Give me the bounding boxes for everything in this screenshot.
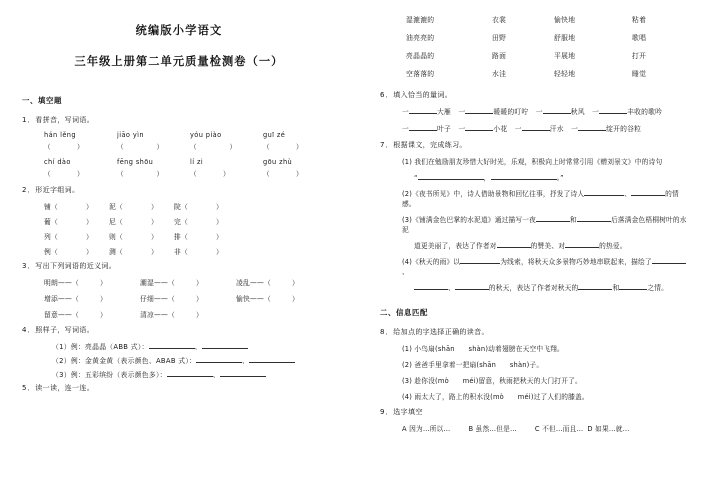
option-c[interactable]: C 不但…而且… (534, 425, 584, 433)
question-4-number: 4． (22, 326, 36, 334)
match-col4-item[interactable]: 打开 (632, 52, 647, 60)
quantifier-row (380, 123, 692, 133)
question-1-number: 1． (22, 116, 36, 124)
match-col2-item[interactable]: 水洼 (492, 70, 507, 78)
match-col1-item[interactable]: 油亮亮的 (406, 34, 435, 42)
answer-blank[interactable] (409, 130, 437, 131)
question-7-item-4-mid: 为线索，将秋天众多景物巧妙地串联起来，描绘了 (500, 258, 652, 266)
match-col4-item[interactable]: 粘着 (632, 16, 647, 24)
synonym-cell[interactable]: 潮湿——（ ） (140, 279, 203, 287)
answer-blank[interactable] (578, 130, 606, 131)
question-6-text: 填入恰当的量词。 (393, 91, 453, 99)
quantifier-noun: 叶子 (437, 125, 451, 133)
answer-bracket[interactable]: （ ） (117, 170, 164, 178)
answer-blank[interactable] (220, 376, 266, 377)
exam-title: 三年级上册第二单元质量检测卷（一） (74, 55, 284, 68)
question-9-number: 9． (380, 408, 394, 416)
answer-blank[interactable] (196, 362, 242, 363)
answer-blank[interactable] (167, 376, 213, 377)
question-7-item-1-blanks (380, 172, 692, 182)
match-col1-item[interactable]: 亮晶晶的 (406, 52, 435, 60)
char-row (44, 246, 336, 256)
option-d[interactable]: D 如果…就… (587, 425, 630, 433)
question-7-item-4-cont (380, 282, 692, 292)
match-col3-item[interactable]: 轻轻地 (554, 70, 576, 78)
char-cell[interactable]: 院（ ） (174, 203, 223, 211)
answer-blank[interactable] (455, 289, 489, 290)
quantifier-prefix: 一 (458, 125, 466, 133)
answer-blank[interactable] (578, 289, 612, 290)
question-5-text: 读一读，连一连。 (35, 384, 95, 392)
question-4-item-label: （3）例：五彩缤纷（表示颜色多）： (52, 371, 167, 379)
char-row (44, 231, 336, 241)
answer-bracket-row (44, 141, 336, 151)
pinyin-cell: gōu zhù (263, 158, 293, 166)
char-cell[interactable]: 尼（ ） (109, 218, 158, 226)
answer-blank[interactable] (652, 263, 686, 264)
question-4-item: （3）例：五彩缤纷（表示颜色多）： 、 (22, 369, 336, 379)
match-col1-item[interactable]: 空落落的 (406, 70, 435, 78)
question-7-item-3-end: 的热爱。 (599, 242, 627, 250)
question-7-number: 7． (380, 141, 394, 149)
conjunction: 和 (570, 216, 577, 224)
answer-blank[interactable] (599, 113, 627, 114)
question-2-grid (22, 201, 336, 256)
question-8-item[interactable]: (1) 小鸟扇(shān shàn)动着翅膀在天空中飞翔。 (402, 345, 564, 353)
question-4-item-label: （1）例：亮晶晶（ABB 式）： (52, 343, 149, 351)
match-col2-item[interactable]: 路面 (492, 52, 507, 60)
answer-blank[interactable] (414, 289, 448, 290)
char-cell[interactable]: 测（ ） (109, 248, 158, 256)
answer-blank[interactable] (536, 221, 570, 222)
pinyin-cell: guī zé (263, 131, 286, 139)
quantifier-item (571, 125, 641, 133)
pinyin-row (44, 158, 336, 166)
match-col4-item[interactable]: 睡觉 (632, 70, 647, 78)
answer-blank[interactable] (149, 348, 195, 349)
answer-blank[interactable] (565, 247, 599, 248)
question-7-item-2-text: (2)《夜书所见》中，诗人借助景物和回忆往事，抒发了诗人 (402, 190, 585, 198)
match-col3-item[interactable]: 舒服地 (554, 34, 576, 42)
quantifier-noun: 暖暖的叮咛 (493, 108, 529, 116)
quantifier-prefix: 一 (592, 108, 600, 116)
question-8-item[interactable]: (4) 雨太大了，路上的积水没(mò méi)过了人们的膝盖。 (402, 393, 589, 401)
separator: 、 (402, 268, 409, 276)
char-row (44, 216, 336, 226)
question-3-prompt (22, 261, 336, 271)
quantifier-prefix: 一 (402, 108, 409, 116)
separator: 、 (448, 284, 455, 292)
synonym-cell[interactable]: 清凉——（ ） (140, 311, 203, 319)
synonym-row (44, 309, 336, 319)
question-4-item-label: （2）例：金黄金黄（表示颜色、ABAB 式）： (52, 357, 197, 365)
right-column (354, 0, 708, 500)
question-8-number: 8． (380, 328, 394, 336)
answer-bracket[interactable]: （ ） (117, 143, 164, 151)
question-7-item-4-text: (4)《秋天的雨》以 (402, 258, 461, 266)
quote-open: “ (414, 174, 418, 182)
quantifier-prefix: 一 (514, 125, 522, 133)
matching-row (406, 14, 692, 24)
match-col2-item[interactable]: 田野 (492, 34, 507, 42)
question-1-prompt (22, 115, 336, 125)
page-title (22, 22, 336, 69)
quantifier-item (402, 125, 451, 133)
question-7-item-2-tail: 的情感。 (402, 190, 679, 208)
answer-bracket[interactable]: （ ） (263, 143, 303, 151)
char-row (44, 201, 336, 211)
question-5-matching-table (380, 14, 692, 78)
quantifier-prefix: 一 (402, 125, 409, 133)
answer-bracket[interactable]: （ ） (44, 143, 84, 151)
answer-blank[interactable] (418, 179, 484, 180)
answer-blank[interactable] (497, 247, 531, 248)
separator: 、 (624, 190, 632, 198)
question-7-item-3-mid: 的赞美、对 (530, 242, 566, 250)
matching-row (406, 68, 692, 78)
question-2-number: 2． (22, 186, 36, 194)
question-3-grid (22, 277, 336, 319)
synonym-cell[interactable]: 留意——（ ） (44, 311, 107, 319)
synonym-cell[interactable]: 仔细——（ ） (140, 295, 203, 303)
question-3-number: 3． (22, 262, 36, 270)
question-9-options (380, 423, 692, 433)
question-7-item-4-end: 之情。 (647, 284, 668, 292)
question-7-prompt (380, 140, 692, 150)
conjunction: 和 (612, 284, 620, 292)
match-col3-item[interactable]: 平展地 (554, 52, 576, 60)
char-cell[interactable]: 非（ ） (174, 248, 223, 256)
quantifier-noun: 小花 (493, 125, 508, 133)
question-1-text: 看拼音，写词语。 (35, 116, 95, 124)
answer-blank[interactable] (522, 130, 550, 131)
quote-close: 。” (556, 174, 564, 182)
question-4-item: （2）例：金黄金黄（表示颜色、ABAB 式）： 、 (22, 355, 336, 365)
question-2-prompt (22, 185, 336, 195)
question-7-item-3-cont-text: 道更美丽了，表达了作者对 (414, 242, 497, 250)
quantifier-noun: 丰收的歌吟 (627, 108, 663, 116)
synonym-cell[interactable]: 明朗——（ ） (44, 279, 107, 287)
synonym-cell[interactable]: 愉快——（ ） (236, 295, 299, 303)
question-6-prompt (380, 90, 692, 100)
question-7-item-4 (380, 256, 692, 276)
pinyin-cell: yóu piào (190, 131, 222, 139)
question-7-item-3 (380, 214, 692, 234)
char-cell[interactable]: 例（ ） (44, 248, 93, 256)
answer-blank[interactable] (584, 195, 624, 196)
question-7-item-2 (380, 188, 692, 208)
matching-row (406, 32, 692, 42)
question-6-number: 6． (380, 91, 394, 99)
pinyin-cell: chí dào (44, 158, 71, 166)
char-cell[interactable]: 铺（ ） (44, 203, 93, 211)
answer-bracket[interactable]: （ ） (190, 170, 230, 178)
question-3-text: 写出下列词语的近义词。 (35, 262, 117, 270)
synonym-cell[interactable]: 凌乱——（ ） (236, 279, 299, 287)
question-7-item-3-tail: 后落满金色梧桐树叶的水泥 (402, 216, 687, 234)
section-heading-2: 二、信息匹配 (380, 308, 428, 317)
question-4-prompt (22, 325, 336, 335)
pinyin-cell: lí zi (190, 158, 204, 166)
quantifier-noun: 大雁 (437, 108, 451, 116)
quantifier-item (458, 108, 528, 116)
pinyin-cell: jiāo yìn (117, 131, 144, 139)
answer-blank[interactable] (249, 362, 295, 363)
question-5-prompt (22, 383, 336, 393)
match-col2-item[interactable]: 衣裳 (492, 16, 507, 24)
question-8-text: 给加点的字选择正确的读音。 (393, 328, 489, 336)
question-8-prompt (380, 327, 692, 337)
section-heading-1: 一、填空题 (22, 96, 62, 105)
comma-separator: ， (483, 174, 491, 182)
question-8-item[interactable]: (3) 趁你没(mò méi)留意，秋雨把秋天的大门打开了。 (402, 377, 582, 385)
answer-blank[interactable] (460, 263, 500, 264)
answer-bracket[interactable]: （ ） (263, 170, 303, 178)
answer-bracket[interactable]: （ ） (190, 143, 237, 151)
quantifier-item (515, 125, 564, 133)
answer-blank[interactable] (491, 179, 557, 180)
matching-row (406, 50, 692, 60)
char-cell[interactable]: 列（ ） (44, 233, 93, 241)
answer-blank[interactable] (409, 113, 437, 114)
question-9-prompt (380, 407, 692, 417)
question-7-item-3-text: (3)《铺满金色巴掌的水泥道》通过描写一夜 (402, 216, 537, 224)
question-7-item-4-tail: 的秋天，表达了作者对秋天的 (488, 284, 579, 292)
char-cell[interactable]: 葡（ ） (44, 218, 93, 226)
quantifier-noun: 秋风 (570, 108, 585, 116)
quantifier-prefix: 一 (571, 125, 579, 133)
question-2-text: 形近字组词。 (35, 186, 80, 194)
synonym-cell[interactable]: 增添——（ ） (44, 295, 107, 303)
question-4-text: 照样子，写词语。 (35, 326, 95, 334)
quantifier-noun: 绽开的谷粒 (606, 125, 642, 133)
answer-blank[interactable] (619, 289, 647, 290)
question-1-grid (22, 131, 336, 178)
answer-blank[interactable] (577, 221, 611, 222)
option-b[interactable]: B 虽然…但是… (468, 425, 517, 433)
pinyin-row (44, 131, 336, 139)
question-4-item: （1）例：亮晶晶（ABB 式）： 、 (22, 341, 336, 351)
question-7-item-1 (380, 156, 692, 166)
answer-blank[interactable] (202, 348, 248, 349)
quantifier-noun: 汗水 (549, 125, 564, 133)
synonym-row (44, 293, 336, 303)
pinyin-cell: fēng shōu (117, 158, 154, 166)
quantifier-item (536, 108, 585, 116)
answer-blank[interactable] (465, 113, 493, 114)
answer-blank[interactable] (543, 113, 571, 114)
quantifier-item (592, 108, 662, 116)
match-col3-item[interactable]: 愉快地 (554, 16, 576, 24)
answer-bracket[interactable]: （ ） (44, 170, 84, 178)
option-a[interactable]: A 因为…所以… (402, 425, 451, 433)
answer-bracket-row (44, 168, 336, 178)
quantifier-item (458, 125, 507, 133)
match-col4-item[interactable]: 歌唱 (632, 34, 647, 42)
match-col1-item[interactable]: 湿漉漉的 (406, 16, 435, 24)
publisher-title: 统编版小学语文 (135, 24, 223, 37)
quantifier-prefix: 一 (535, 108, 543, 116)
question-7-text: 根据课文，完成练习。 (393, 141, 467, 149)
char-cell[interactable]: 完（ ） (174, 218, 223, 226)
question-5-number: 5． (22, 384, 36, 392)
answer-blank[interactable] (465, 130, 493, 131)
quantifier-prefix: 一 (458, 108, 466, 116)
quantifier-row (380, 106, 692, 116)
question-7-item-1-text: (1) 我们在勉励朋友珍惜大好时光，乐观，积极向上时常常引用《赠刘景文》中的诗句 (402, 158, 663, 166)
question-8-item[interactable]: (2) 爸爸手里拿着一把扇(shān shàn)子。 (402, 361, 544, 369)
char-cell[interactable]: 则（ ） (109, 233, 158, 241)
pinyin-cell: hán lěng (44, 131, 76, 139)
question-7-item-3-cont (380, 240, 692, 250)
char-cell[interactable]: 泥（ ） (109, 203, 158, 211)
answer-blank[interactable] (631, 195, 665, 196)
synonym-row (44, 277, 336, 287)
question-9-text: 选字填空 (393, 408, 423, 416)
quantifier-item (402, 108, 451, 116)
char-cell[interactable]: 排（ ） (174, 233, 223, 241)
